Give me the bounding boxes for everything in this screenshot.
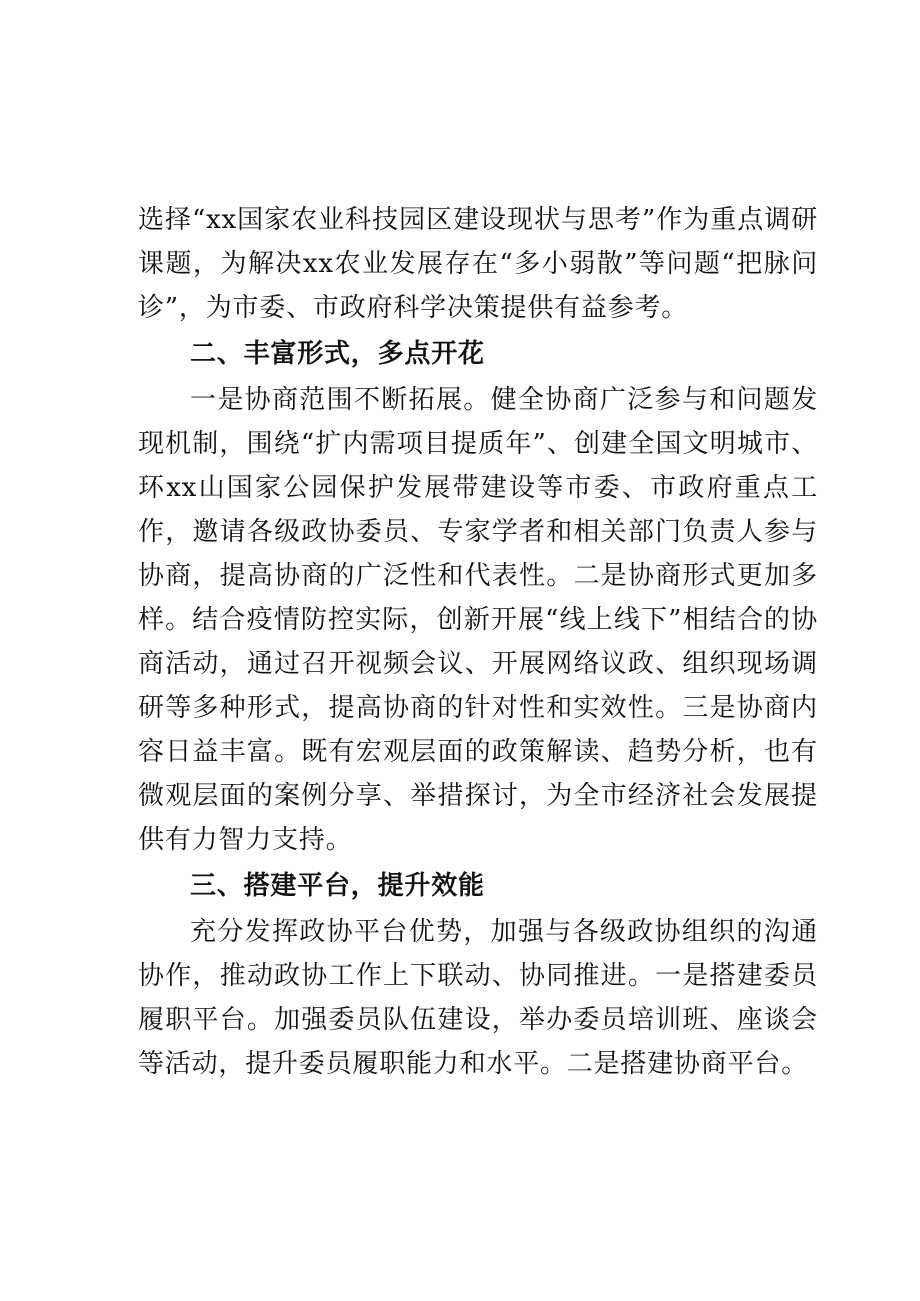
section-heading-2: 二、丰富形式，多点开花: [190, 339, 485, 369]
paragraph-section-2: 一是协商范围不断拓展。健全协商广泛参与和问题发现机制，围绕“扩内需项目提质年”、创建全国文明城市、环xx山国家公园保护发展带建设等市委、市政府重点工作，邀请各级政协委员、专家学者和相关部门负责人参与协商，提高协商的广泛性和代表性。二是协商形式更加多样。结合疫情防控实际，创新开展“线上线下”相结合的协商活动，通过召开视频会议、开展网络议政、组织现场调研等多种形式，提高协商的针对性和实效性。三是协商内容日益丰富。既有宏观层面的政策解读、趋势分析，也有微观层面的案例分享、举措探讨，为全市经济社会发展提供有力智力支持。: [138, 385, 818, 855]
document-body: [138, 198, 818, 1086]
section-heading-3: 三、搭建平台，提升效能: [190, 871, 485, 901]
paragraph-continuation: 选择“xx国家农业科技园区建设现状与思考”作为重点调研课题，为解决xx农业发展存在“多小弱散”等问题“把脉问诊”，为市委、市政府科学决策提供有益参考。: [138, 205, 818, 323]
paragraph-section-3: 充分发挥政协平台优势，加强与各级政协组织的沟通协作，推动政协工作上下联动、协同推进。一是搭建委员履职平台。加强委员队伍建设，举办委员培训班、座谈会等活动，提升委员履职能力和水平。二是搭建协商平台。: [138, 917, 818, 1079]
